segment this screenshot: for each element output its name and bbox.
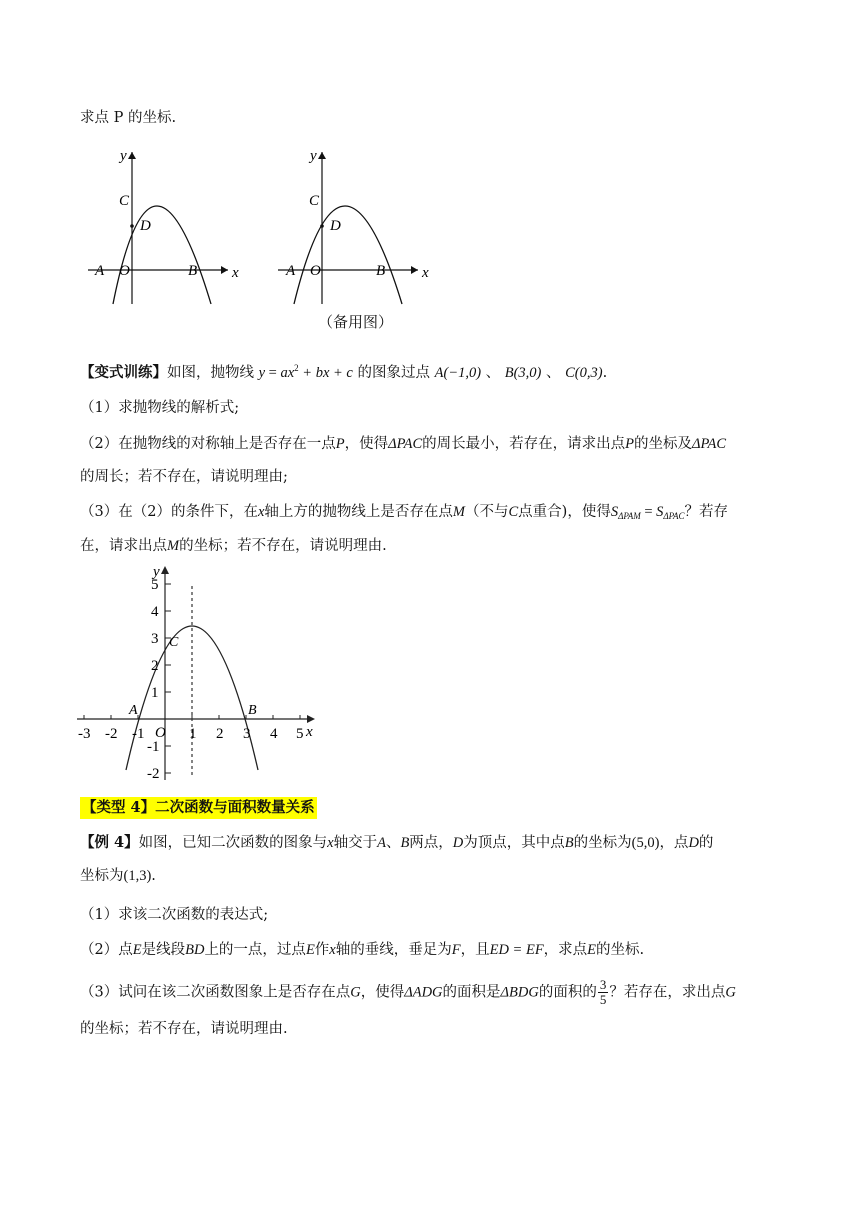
example4-q3-line1 [80, 978, 736, 1007]
q3-s2: S [656, 504, 664, 520]
x-tick-label: 1 [189, 726, 197, 742]
figure-1 [86, 144, 256, 306]
ex-d-coord: (1,3) [123, 868, 152, 884]
y-tick-label: 1 [151, 685, 159, 701]
q2-a: （2）在抛物线的对称轴上是否存在一点 [80, 436, 336, 452]
ex-q3-g2: G [725, 984, 736, 1001]
q2-p2: P [625, 436, 634, 452]
fig1-label-o: O [119, 263, 130, 279]
variant-intro-pre: 如图，抛物线 [167, 365, 254, 381]
variant-q3-line2 [80, 536, 387, 556]
graph-x-label: x [306, 724, 313, 740]
ex-q2-a: （2）点 [80, 942, 133, 958]
x-tick-label: -2 [105, 726, 118, 742]
ex-q2-e: E [132, 942, 142, 958]
ex-f: 的坐标为 [573, 835, 632, 851]
fig2-label-c: C [309, 193, 320, 209]
q3-f: 在，请求出点 [80, 538, 167, 554]
point-c: C(0,3) [565, 365, 603, 381]
fig2-x-label: x [422, 265, 429, 281]
graph-label-c: C [169, 635, 179, 650]
x-tick-label: 5 [296, 726, 304, 742]
example4-q1 [80, 905, 268, 925]
graph-label-b: B [248, 703, 257, 718]
q3-eq: = [640, 504, 657, 520]
fig1-label-c: C [119, 193, 130, 209]
fig2-y-arrow [318, 152, 326, 159]
y-tick-label: 3 [151, 631, 159, 647]
q3-cpoint: C [508, 504, 519, 520]
q2-tri1: ΔPAC [388, 436, 423, 452]
ex-g: ，点 [659, 835, 689, 851]
ex-d2-point: D [688, 835, 699, 851]
fig2-label-b: B [376, 263, 386, 279]
q3-sub2: ΔPAC [663, 511, 685, 521]
example4-q2 [80, 940, 644, 960]
y-tick-label: 5 [151, 577, 159, 593]
example4-line2 [80, 866, 156, 886]
q2-e: 的周长；若不存在，请说明理由; [80, 469, 288, 485]
fig2-label-a: A [286, 263, 296, 279]
y-tick-label: 4 [151, 604, 159, 620]
ex-d: 两点， [409, 835, 453, 851]
q3-d: 点重合)，使得 [518, 504, 611, 520]
ex-q2-d: 作 [314, 942, 330, 958]
type4-heading: 【类型 4】二次函数与面积数量关系 [80, 797, 317, 819]
q3-g: 的坐标；若不存在，请说明理由. [179, 538, 387, 554]
fig1-y-label: y [120, 148, 127, 164]
point-a: A(−1,0) [434, 365, 482, 381]
variant-intro-mid: 的图象过点 [357, 365, 430, 381]
ex-h: 的 [698, 835, 714, 851]
ex-q2-eq: ED = EF [489, 942, 544, 958]
q2-b: ，使得 [344, 436, 389, 452]
fig1-x-label: x [232, 265, 239, 281]
q3-e: ？若存 [684, 504, 729, 520]
x-tick-label: 4 [270, 726, 278, 742]
ex-q2-h: 的坐标. [596, 942, 645, 958]
variant-q2-line1 [80, 434, 726, 454]
ex-q2-e-text: 轴的垂线，垂足为 [335, 942, 452, 958]
fig2-y-label: y [310, 148, 317, 164]
ex-q2-f: F [451, 942, 461, 958]
y-tick-label: -2 [147, 766, 160, 782]
ex-c: 、 [385, 835, 401, 851]
ex-j: . [151, 868, 156, 884]
y-tick-label: 2 [151, 658, 159, 674]
coordinate-graph [75, 562, 325, 784]
fig2-parabola [294, 206, 402, 304]
ex-q3-c: 的面积是 [442, 984, 501, 1001]
q2-p: P [335, 436, 345, 452]
q3-b: 轴上方的抛物线上是否存在点 [264, 504, 453, 520]
fig1-y-arrow [128, 152, 136, 159]
ex-d-point: D [452, 835, 464, 851]
ex-q2-c: 上的一点，过点 [204, 942, 306, 958]
ex-a-point: A [377, 835, 386, 851]
variant-q2-line2 [80, 467, 288, 487]
q3-c: （不与 [464, 504, 509, 520]
x-tick-label: -1 [132, 726, 145, 742]
ex-q3-tri1: ΔADG [404, 984, 443, 1001]
sep-2: 、 [546, 365, 561, 381]
ex-b-point: B [400, 835, 410, 851]
ex-e: 为顶点，其中点 [463, 835, 565, 851]
variant-intro [80, 358, 607, 383]
intro-text: 求点 P 的坐标. [80, 110, 177, 126]
graph-y-arrow [161, 566, 169, 574]
variant-q1 [80, 398, 239, 418]
ex-q2-e3: E [587, 942, 597, 958]
ex-a: 如图，已知二次函数的图象与 [138, 835, 328, 851]
fig1-label-d: D [140, 218, 151, 234]
ex-q2-b: 是线段 [141, 942, 186, 958]
fig2-caption: （备用图） [318, 313, 394, 331]
variant-q3-line1 [80, 502, 728, 526]
fig2-x-arrow [411, 266, 418, 274]
ex-q3-b: ，使得 [360, 984, 405, 1001]
ex-q3-d: 的面积的 [538, 984, 597, 1001]
ex-q3-fraction [598, 978, 609, 1007]
ex-q2-f-text: ，且 [460, 942, 490, 958]
ex-q3-tri2: ΔBDG [500, 984, 539, 1001]
fig1-label-b: B [188, 263, 198, 279]
sep-1: 、 [485, 365, 501, 381]
ex-b: 轴交于 [333, 835, 378, 851]
example4-title: 【例 4】 [80, 834, 139, 851]
ex-b-coord: (5,0) [631, 835, 660, 851]
x-tick-label: 2 [216, 726, 224, 742]
graph-y-ticks [165, 584, 171, 773]
example4-q3-line2 [80, 1019, 288, 1039]
example4-line1 [80, 833, 713, 853]
eq-y: y [258, 365, 266, 381]
fig1-parabola [113, 206, 211, 304]
intro-line [80, 108, 176, 128]
x-tick-label: 3 [243, 726, 251, 742]
ex-q3-f: 的坐标；若不存在，请说明理由. [80, 1021, 288, 1037]
ex-q3-e: ？若存在，求出点 [609, 984, 726, 1001]
y-tick-label: -1 [147, 739, 160, 755]
eq-rest: + bx + c [298, 365, 353, 381]
ex-q3-a: （3）试问在该二次函数图象上是否存在点 [80, 984, 351, 1001]
graph-origin: O [155, 725, 166, 741]
q3-m2: M [167, 538, 180, 554]
fig2-label-o: O [310, 263, 321, 279]
q3-s1: S [610, 504, 619, 520]
q2-d: 的坐标及 [633, 436, 692, 452]
q2-c: 的周长最小，若存在，请求出点 [422, 436, 626, 452]
graph-y-label: y [153, 564, 160, 580]
x-tick-label: -3 [78, 726, 91, 742]
graph-x-arrow [307, 715, 315, 723]
fig1-point-d [130, 224, 134, 228]
ex-q1-text: （1）求该二次函数的表达式; [80, 907, 269, 923]
ex-q2-e2: E [305, 942, 315, 958]
fig1-label-a: A [95, 263, 105, 279]
fraction-denominator: 5 [599, 992, 607, 1007]
q3-sub1: ΔPAM [618, 511, 641, 521]
ex-q2-g: ，求点 [543, 942, 588, 958]
eq-square: 2 [294, 363, 299, 373]
fig1-x-arrow [221, 266, 228, 274]
fig2-point-d [320, 224, 324, 228]
ex-q3-g: G [350, 984, 361, 1001]
q3-m: M [452, 504, 465, 520]
ex-q2-bd: BD [185, 942, 205, 958]
variant-title: 【变式训练】 [80, 364, 167, 381]
ex-b2-point: B [564, 835, 574, 851]
ex-x: x [327, 835, 334, 851]
q3-a: （3）在（2）的条件下，在 [80, 504, 258, 520]
eq-equals: = [265, 365, 281, 381]
fraction-numerator: 3 [599, 977, 607, 992]
ex-i: 坐标为 [80, 868, 124, 884]
variant-q1-text: （1）求抛物线的解析式; [80, 400, 240, 416]
fig2-label-d: D [330, 218, 341, 234]
figure-2 [276, 144, 446, 306]
ex-q2-x: x [329, 942, 336, 958]
graph-label-a: A [129, 703, 138, 718]
q2-tri2: ΔPAC [691, 436, 727, 452]
q3-x: x [257, 504, 265, 520]
intro-end: . [602, 365, 608, 381]
point-b: B(3,0) [504, 365, 542, 381]
eq-ax: ax [280, 365, 295, 381]
